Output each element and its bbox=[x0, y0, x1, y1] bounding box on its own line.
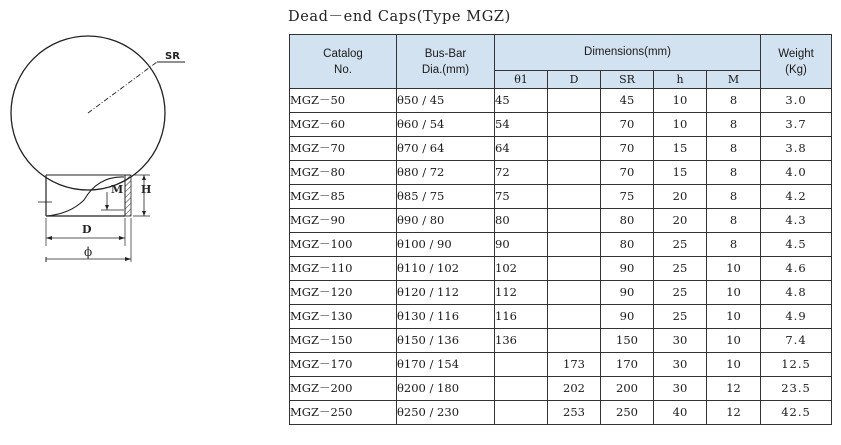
cell-m: 8 bbox=[707, 185, 761, 209]
cell-bus: θ85 / 75 bbox=[397, 185, 495, 209]
cell-h: 25 bbox=[654, 257, 707, 281]
cell-sr: 75 bbox=[601, 185, 654, 209]
table-row bbox=[290, 281, 832, 305]
cell-w: 23.5 bbox=[761, 377, 832, 401]
cell-cat: MGZ－120 bbox=[290, 281, 397, 305]
cell-sr: 70 bbox=[601, 137, 654, 161]
table-row bbox=[290, 401, 832, 425]
cell-m: 12 bbox=[707, 401, 761, 425]
cell-bus: θ100 / 90 bbox=[397, 233, 495, 257]
cell-bus: θ150 / 136 bbox=[397, 329, 495, 353]
cell-sr: 90 bbox=[601, 305, 654, 329]
header-dimensions: Dimensions(mm) bbox=[495, 35, 761, 71]
cell-bus: θ130 / 116 bbox=[397, 305, 495, 329]
cell-sr: 170 bbox=[601, 353, 654, 377]
cell-sr: 90 bbox=[601, 257, 654, 281]
cell-cat: MGZ－150 bbox=[290, 329, 397, 353]
cell-w: 4.3 bbox=[761, 209, 832, 233]
cell-h: 15 bbox=[654, 137, 707, 161]
cell-t1 bbox=[495, 377, 548, 401]
cell-h: 30 bbox=[654, 377, 707, 401]
cell-d: 253 bbox=[548, 401, 601, 425]
cell-h: 20 bbox=[654, 209, 707, 233]
cell-sr: 70 bbox=[601, 113, 654, 137]
table-row bbox=[290, 233, 832, 257]
cell-bus: θ120 / 112 bbox=[397, 281, 495, 305]
table-row bbox=[290, 377, 832, 401]
header-h: h bbox=[654, 71, 707, 89]
cell-m: 8 bbox=[707, 209, 761, 233]
cell-d: 202 bbox=[548, 377, 601, 401]
cell-t1: 54 bbox=[495, 113, 548, 137]
cell-m: 8 bbox=[707, 233, 761, 257]
cell-d bbox=[548, 185, 601, 209]
header-weight: Weight (Kg) bbox=[761, 35, 832, 89]
cell-w: 7.4 bbox=[761, 329, 832, 353]
cell-w: 3.0 bbox=[761, 89, 832, 113]
cell-sr: 90 bbox=[601, 281, 654, 305]
cell-h: 40 bbox=[654, 401, 707, 425]
cell-cat: MGZ－80 bbox=[290, 161, 397, 185]
cell-m: 8 bbox=[707, 161, 761, 185]
cell-cat: MGZ－200 bbox=[290, 377, 397, 401]
cell-t1: 75 bbox=[495, 185, 548, 209]
cell-m: 8 bbox=[707, 89, 761, 113]
cell-w: 4.5 bbox=[761, 233, 832, 257]
cell-t1: 64 bbox=[495, 137, 548, 161]
d-label: D bbox=[82, 223, 92, 236]
cell-w: 4.2 bbox=[761, 185, 832, 209]
cell-bus: θ50 / 45 bbox=[397, 89, 495, 113]
cell-w: 4.6 bbox=[761, 257, 832, 281]
cell-bus: θ110 / 102 bbox=[397, 257, 495, 281]
cell-sr: 80 bbox=[601, 209, 654, 233]
cell-sr: 150 bbox=[601, 329, 654, 353]
h-label: H bbox=[141, 183, 152, 196]
cell-w: 4.0 bbox=[761, 161, 832, 185]
cell-m: 10 bbox=[707, 281, 761, 305]
cell-d: 173 bbox=[548, 353, 601, 377]
header-busbar: Bus-Bar Dia.(mm) bbox=[397, 35, 495, 89]
cell-h: 25 bbox=[654, 281, 707, 305]
cell-w: 12.5 bbox=[761, 353, 832, 377]
header-sr: SR bbox=[601, 71, 654, 89]
page-title: Dead－end Caps(Type MGZ) bbox=[288, 9, 511, 25]
cell-w: 3.7 bbox=[761, 113, 832, 137]
table-row bbox=[290, 329, 832, 353]
cell-cat: MGZ－250 bbox=[290, 401, 397, 425]
cell-w: 42.5 bbox=[761, 401, 832, 425]
cell-bus: θ60 / 54 bbox=[397, 113, 495, 137]
cell-cat: MGZ－90 bbox=[290, 209, 397, 233]
cell-t1 bbox=[495, 401, 548, 425]
cell-cat: MGZ－50 bbox=[290, 89, 397, 113]
cell-sr: 200 bbox=[601, 377, 654, 401]
cell-d bbox=[548, 233, 601, 257]
sr-radius-line bbox=[88, 62, 157, 113]
phi-label: ϕ bbox=[84, 245, 93, 259]
cell-t1: 72 bbox=[495, 161, 548, 185]
m-label: M bbox=[111, 183, 124, 196]
cell-m: 10 bbox=[707, 257, 761, 281]
cell-d bbox=[548, 329, 601, 353]
cell-d bbox=[548, 257, 601, 281]
header-catalog: Catalog No. bbox=[290, 35, 397, 89]
cell-w: 3.8 bbox=[761, 137, 832, 161]
cell-cat: MGZ－130 bbox=[290, 305, 397, 329]
cell-t1: 45 bbox=[495, 89, 548, 113]
cell-h: 20 bbox=[654, 185, 707, 209]
cell-w: 4.8 bbox=[761, 281, 832, 305]
cell-cat: MGZ－170 bbox=[290, 353, 397, 377]
table-row bbox=[290, 209, 832, 233]
cell-sr: 250 bbox=[601, 401, 654, 425]
cell-m: 8 bbox=[707, 113, 761, 137]
table-row bbox=[290, 113, 832, 137]
cell-h: 30 bbox=[654, 353, 707, 377]
table-row bbox=[290, 257, 832, 281]
cell-h: 10 bbox=[654, 89, 707, 113]
cell-d bbox=[548, 209, 601, 233]
cell-m: 12 bbox=[707, 377, 761, 401]
cell-bus: θ250 / 230 bbox=[397, 401, 495, 425]
cell-cat: MGZ－100 bbox=[290, 233, 397, 257]
cell-m: 10 bbox=[707, 353, 761, 377]
cell-d bbox=[548, 281, 601, 305]
table-row bbox=[290, 305, 832, 329]
cell-bus: θ80 / 72 bbox=[397, 161, 495, 185]
cell-t1: 80 bbox=[495, 209, 548, 233]
cell-d bbox=[548, 305, 601, 329]
cell-d bbox=[548, 89, 601, 113]
cell-h: 15 bbox=[654, 161, 707, 185]
hatched-wall bbox=[125, 175, 131, 216]
cell-h: 10 bbox=[654, 113, 707, 137]
cell-d bbox=[548, 161, 601, 185]
cell-h: 25 bbox=[654, 233, 707, 257]
cell-h: 25 bbox=[654, 305, 707, 329]
cell-bus: θ200 / 180 bbox=[397, 377, 495, 401]
cell-bus: θ90 / 80 bbox=[397, 209, 495, 233]
cell-h: 30 bbox=[654, 329, 707, 353]
cell-bus: θ170 / 154 bbox=[397, 353, 495, 377]
cell-cat: MGZ－70 bbox=[290, 137, 397, 161]
cell-sr: 80 bbox=[601, 233, 654, 257]
cell-m: 10 bbox=[707, 305, 761, 329]
dead-end-cap-drawing bbox=[0, 0, 285, 445]
table-row bbox=[290, 137, 832, 161]
cell-t1: 112 bbox=[495, 281, 548, 305]
cell-m: 10 bbox=[707, 329, 761, 353]
cell-t1: 136 bbox=[495, 329, 548, 353]
table-row bbox=[290, 89, 832, 113]
header-m: M bbox=[707, 71, 761, 89]
table-row bbox=[290, 353, 832, 377]
cell-t1: 116 bbox=[495, 305, 548, 329]
cell-sr: 45 bbox=[601, 89, 654, 113]
cell-m: 8 bbox=[707, 137, 761, 161]
cell-d bbox=[548, 113, 601, 137]
cell-t1: 102 bbox=[495, 257, 548, 281]
cell-t1: 90 bbox=[495, 233, 548, 257]
cell-bus: θ70 / 64 bbox=[397, 137, 495, 161]
cell-sr: 70 bbox=[601, 161, 654, 185]
table-body bbox=[290, 89, 832, 425]
cell-d bbox=[548, 137, 601, 161]
cell-w: 4.9 bbox=[761, 305, 832, 329]
specification-table bbox=[289, 34, 832, 425]
table-row bbox=[290, 161, 832, 185]
cell-cat: MGZ－85 bbox=[290, 185, 397, 209]
cell-cat: MGZ－60 bbox=[290, 113, 397, 137]
cell-cat: MGZ－110 bbox=[290, 257, 397, 281]
table-row bbox=[290, 185, 832, 209]
sr-label: SR bbox=[165, 51, 180, 62]
cell-t1 bbox=[495, 353, 548, 377]
header-d: D bbox=[548, 71, 601, 89]
header-theta1: θ1 bbox=[495, 71, 548, 89]
